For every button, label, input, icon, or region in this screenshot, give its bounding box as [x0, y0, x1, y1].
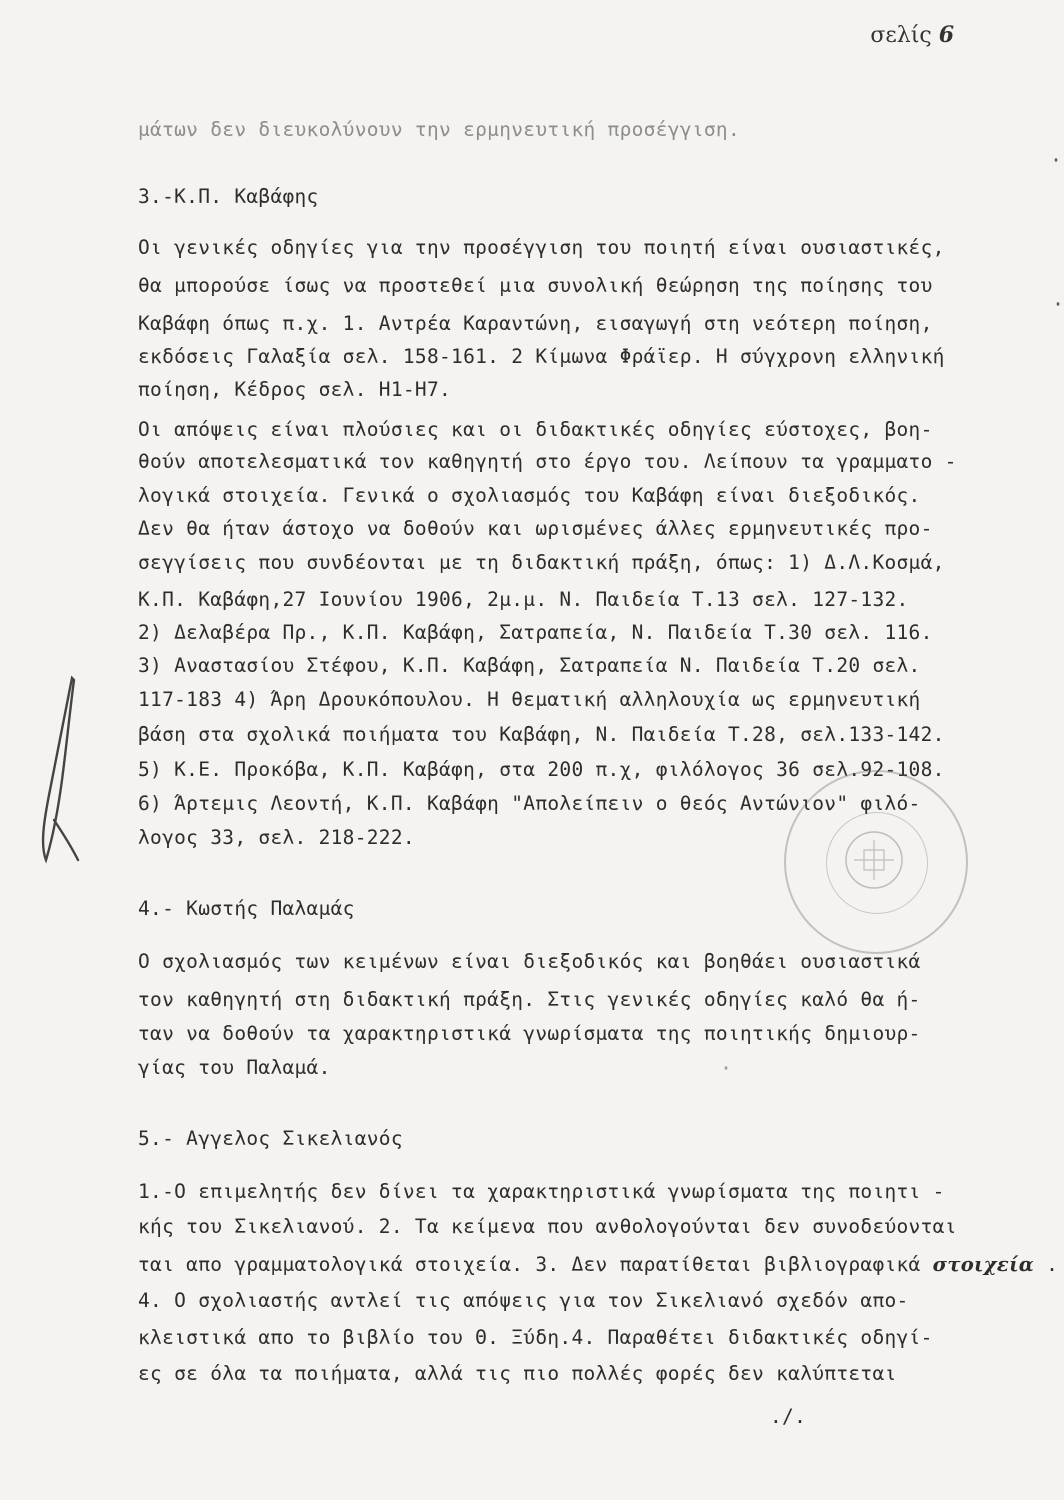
section-4-line: τον καθηγητή στη διδακτική πράξη. Στις γενικές οδηγίες καλό θα ή- [138, 988, 921, 1011]
margin-dot: · [1050, 148, 1063, 172]
section-5-line: 4. Ο σχολιαστής αντλεί τις απόψεις για τον Σικελιανό σχεδόν απο- [138, 1289, 909, 1312]
section-3-line: 117-183 4) Άρη Δρουκόπουλου. Η θεματική αλληλουχία ως ερμηνευτική [138, 688, 921, 711]
section-5-line-end: . [1046, 1253, 1059, 1276]
section-3-line: 3) Αναστασίου Στέφου, Κ.Π. Καβάφη, Σατραπεία Ν. Παιδεία Τ.20 σελ. [138, 654, 921, 677]
page-number-label: σελίς [870, 23, 932, 48]
margin-handwritten-mark-icon [28, 670, 88, 870]
margin-dot: · [720, 1056, 733, 1080]
section-5-line: ες σε όλα τα ποιήματα, αλλά τις πιο πολλές φορές δεν καλύπτεται [138, 1362, 897, 1385]
section-4-line: γίας του Παλαμά. [138, 1056, 331, 1079]
section-4-line: ταν να δοθούν τα χαρακτηριστικά γνωρίσματα της ποιητικής δημιουρ- [138, 1022, 921, 1045]
section-5-line-typed: ται απο γραμματολογικά στοιχεία. 3. Δεν παρατίθεται βιβλιογραφικά [138, 1253, 921, 1276]
section-3-line: ποίηση, Κέδρος σελ. Η1-Η7. [138, 378, 452, 401]
section-3-line: σεγγίσεις που συνδέονται με τη διδακτική πράξη, όπως: 1) Δ.Λ.Κοσμά, [138, 551, 945, 574]
page-number [870, 22, 954, 48]
section-5-heading: 5.- Αγγελος Σικελιανός [138, 1127, 403, 1150]
margin-dot: · [1052, 292, 1064, 316]
section-5-line: 1.-Ο επιμελητής δεν δίνει τα χαρακτηριστικά γνωρίσματα της ποιητι - [138, 1180, 945, 1203]
section-3-line: Οι απόψεις είναι πλούσιες και οι διδακτικές οδηγίες εύστοχες, βοη- [138, 418, 933, 441]
section-3-line: Δεν θα ήταν άστοχο να δοθούν και ωρισμένες άλλες ερμηνευτικές προ- [138, 517, 933, 540]
section-5-line-annotated [138, 1253, 1058, 1276]
section-3-line: Καβάφη όπως π.χ. 1. Αντρέα Καραντώνη, εισαγωγή στη νεότερη ποίηση, [138, 312, 933, 335]
section-3-line: Οι γενικές οδηγίες για την προσέγγιση του ποιητή είναι ουσιαστικές, [138, 236, 945, 259]
section-3-line: Κ.Π. Καβάφη,27 Ιουνίου 1906, 2μ.μ. Ν. Παιδεία Τ.13 σελ. 127-132. [138, 588, 909, 611]
stamp-inner-ring [826, 812, 928, 914]
section-4-heading: 4.- Κωστής Παλαμάς [138, 897, 355, 920]
section-3-line: λογικά στοιχεία. Γενικά ο σχολιασμός του Καβάφη είναι διεξοδικός. [138, 484, 921, 507]
section-3-line: εκδόσεις Γαλαξία σελ. 158-161. 2 Κίμωνα Φράϊερ. Η σύγχρονη ελληνική [138, 345, 945, 368]
section-3-line: 6) Άρτεμις Λεοντή, Κ.Π. Καβάφη "Απολείπειν ο θεός Αντώνιον" φιλό- [138, 792, 921, 815]
official-stamp [784, 770, 968, 954]
section-3-line: 2) Δελαβέρα Πρ., Κ.Π. Καβάφη, Σατραπεία, Ν. Παιδεία Τ.30 σελ. 116. [138, 621, 933, 644]
section-3-heading: 3.-Κ.Π. Καβάφης [138, 185, 319, 208]
intro-line: μάτων δεν διευκολύνουν την ερμηνευτική προσέγγιση. [138, 118, 740, 141]
section-5-line: κής του Σικελιανού. 2. Τα κείμενα που ανθολογούνται δεν συνοδεύονται [138, 1215, 957, 1238]
section-4-line: Ο σχολιασμός των κειμένων είναι διεξοδικός και βοηθάει ουσιαστικά [138, 950, 921, 973]
section-3-line: λογος 33, σελ. 218-222. [138, 826, 415, 849]
section-3-line: βάση στα σχολικά ποιήματα του Καβάφη, Ν. Παιδεία Τ.28, σελ.133-142. [138, 723, 945, 746]
section-3-line: θα μπορούσε ίσως να προστεθεί μια συνολική θεώρηση της ποίησης του [138, 274, 933, 297]
continuation-mark: ./. [770, 1405, 807, 1428]
section-3-line: θούν αποτελεσματικά τον καθηγητή στο έργο του. Λείπουν τα γραμματο - [138, 450, 957, 473]
page-number-value: 6 [938, 22, 954, 48]
section-5-line: κλειστικά απο το βιβλίο του Θ. Ξύδη.4. Παραθέτει διδακτικές οδηγί- [138, 1326, 933, 1349]
handwritten-correction: στοιχεία [932, 1253, 1035, 1276]
section-3-line: 5) Κ.Ε. Προκόβα, Κ.Π. Καβάφη, στα 200 π.χ, φιλόλογος 36 σελ.92-108. [138, 758, 945, 781]
